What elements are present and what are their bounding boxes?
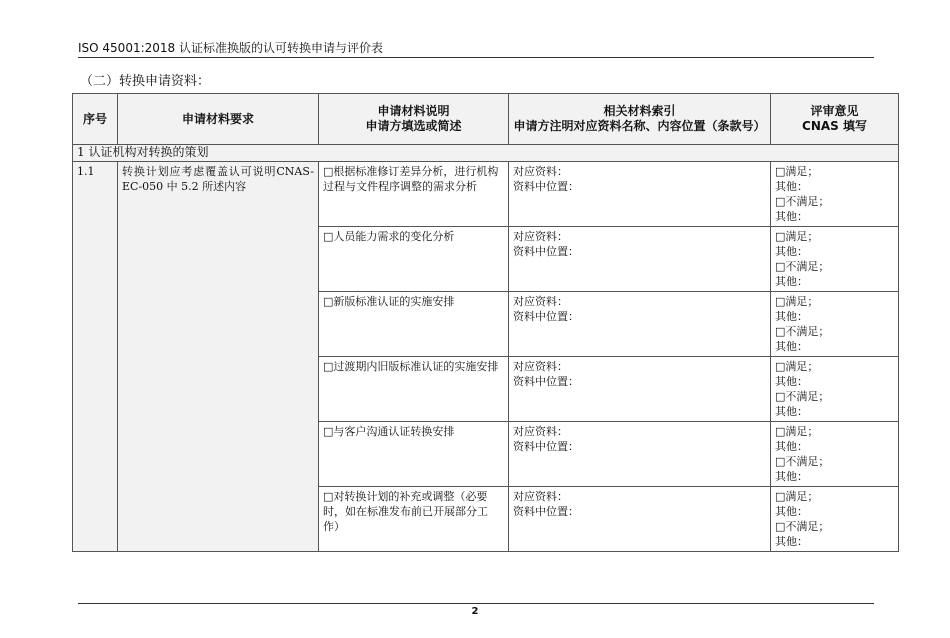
- review-option: 其他：: [775, 535, 808, 548]
- review-option: 其他：: [775, 180, 808, 193]
- review-opinion-cell[interactable]: [771, 357, 899, 422]
- description-option[interactable]: □人员能力需求的变化分析: [319, 227, 509, 292]
- review-option: □满足；: [775, 425, 819, 438]
- description-option[interactable]: □根据标准修订差异分析，进行机构过程与文件程序调整的需求分析: [319, 162, 509, 227]
- header-review: [771, 94, 899, 145]
- page-number: 2: [471, 606, 479, 617]
- material-index-field: 对应资料：: [513, 230, 568, 243]
- review-option: □满足；: [775, 165, 819, 178]
- material-index-field: 对应资料：: [513, 295, 568, 308]
- material-index-field: 资料中位置：: [513, 310, 579, 323]
- table-row: [73, 162, 899, 227]
- section-title: （二）转换申请资料：: [80, 74, 211, 89]
- review-option: 其他：: [775, 505, 808, 518]
- review-option: □不满足；: [775, 195, 830, 208]
- review-opinion-cell[interactable]: [771, 292, 899, 357]
- review-option: □不满足；: [775, 260, 830, 273]
- review-opinion-cell[interactable]: [771, 422, 899, 487]
- review-option: □不满足；: [775, 325, 830, 338]
- material-index-field: 资料中位置：: [513, 180, 579, 193]
- material-index-field: 资料中位置：: [513, 505, 579, 518]
- review-option: 其他：: [775, 310, 808, 323]
- header-index: [509, 94, 771, 145]
- material-index-field: 资料中位置：: [513, 375, 579, 388]
- description-option[interactable]: □新版标准认证的实施安排: [319, 292, 509, 357]
- review-option: 其他：: [775, 275, 808, 288]
- review-option: □不满足；: [775, 390, 830, 403]
- material-index-field: 资料中位置：: [513, 440, 579, 453]
- review-option: □不满足；: [775, 455, 830, 468]
- material-index-cell[interactable]: [509, 227, 771, 292]
- header-review-line: CNAS 填写: [802, 119, 867, 133]
- header-description: [319, 94, 509, 145]
- material-index-field: 对应资料：: [513, 360, 568, 373]
- table-header-row: [73, 94, 899, 145]
- header-description-line: 申请材料说明: [377, 104, 450, 118]
- review-option: 其他：: [775, 340, 808, 353]
- header-requirement: 申请材料要求: [118, 94, 319, 145]
- review-option: □满足；: [775, 360, 819, 373]
- review-option: 其他：: [775, 375, 808, 388]
- footer-divider: [78, 603, 874, 604]
- review-option: □满足；: [775, 230, 819, 243]
- review-option: 其他：: [775, 405, 808, 418]
- material-index-cell[interactable]: [509, 357, 771, 422]
- review-option: 其他：: [775, 210, 808, 223]
- material-index-cell[interactable]: [509, 162, 771, 227]
- header-index-line: 申请方注明对应资料名称、内容位置（条款号）: [513, 119, 766, 133]
- material-index-field: 对应资料：: [513, 490, 568, 503]
- review-option: 其他：: [775, 440, 808, 453]
- review-opinion-cell[interactable]: [771, 487, 899, 552]
- review-option: □满足；: [775, 490, 819, 503]
- description-option[interactable]: □与客户沟通认证转换安排: [319, 422, 509, 487]
- material-index-cell[interactable]: [509, 487, 771, 552]
- header-index-line: 相关材料索引: [603, 104, 676, 118]
- material-index-field: 资料中位置：: [513, 245, 579, 258]
- review-option: 其他：: [775, 470, 808, 483]
- description-option[interactable]: □对转换计划的补充或调整（必要时，如在标准发布前已开展部分工作）: [319, 487, 509, 552]
- review-option: □满足；: [775, 295, 819, 308]
- application-form-table: [72, 93, 899, 552]
- header-review-line: 评审意见: [810, 104, 859, 118]
- section-heading: 1 认证机构对转换的策划: [73, 145, 899, 162]
- header-description-line: 申请方填选或简述: [365, 119, 462, 133]
- material-index-field: 对应资料：: [513, 165, 568, 178]
- review-opinion-cell[interactable]: [771, 227, 899, 292]
- section-row: [73, 145, 899, 162]
- review-option: 其他：: [775, 245, 808, 258]
- item-requirement: 转换计划应考虑覆盖认可说明CNAS-EC-050 中 5.2 所述内容: [118, 162, 319, 552]
- material-index-field: 对应资料：: [513, 425, 568, 438]
- header-no: 序号: [73, 94, 118, 145]
- material-index-cell[interactable]: [509, 422, 771, 487]
- description-option[interactable]: □过渡期内旧版标准认证的实施安排: [319, 357, 509, 422]
- review-option: □不满足；: [775, 520, 830, 533]
- item-number: 1.1: [73, 162, 118, 552]
- material-index-cell[interactable]: [509, 292, 771, 357]
- review-opinion-cell[interactable]: [771, 162, 899, 227]
- page-header: ISO 45001:2018 认证标准换版的认可转换申请与评价表: [78, 39, 874, 58]
